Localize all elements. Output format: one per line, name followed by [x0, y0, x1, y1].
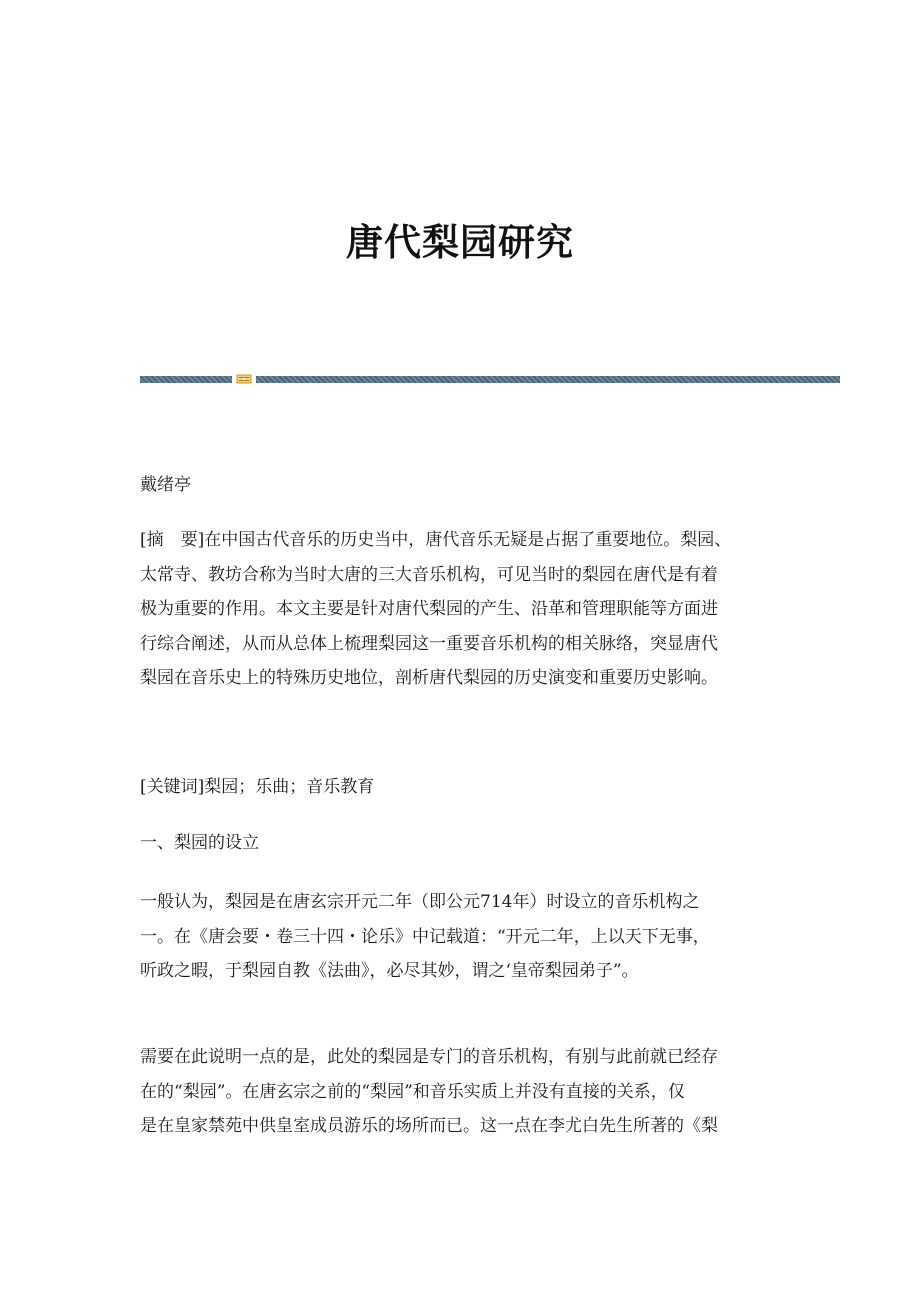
abstract-line: 太常寺、教坊合称为当时大唐的三大音乐机构，可见当时的梨园在唐代是有着 [140, 564, 718, 585]
paragraph-line: 是在皇家禁苑中供皇室成员游乐的场所而已。这一点在李尤白先生所著的《梨 [140, 1116, 718, 1136]
keywords-line: [关键词]梨园；乐曲；音乐教育 [140, 777, 375, 797]
body-paragraph-2 [140, 1040, 772, 1144]
paragraph-line: 听政之暇，于梨园自教《法曲》，必尽其妙，谓之‘皇帝梨园弟子”。 [140, 961, 639, 981]
paragraph-line: 一般认为，梨园是在唐玄宗开元二年（即公元714年）时设立的音乐机构之 [140, 892, 700, 912]
paper-title: 唐代梨园研究 [346, 220, 574, 264]
divider-bar-right [256, 376, 840, 383]
abstract-line: 梨园在音乐史上的特殊历史地位，剖析唐代梨园的历史演变和重要历史影响。 [140, 668, 718, 688]
divider-bar-left [140, 376, 232, 383]
paragraph-line: 需要在此说明一点的是，此处的梨园是专门的音乐机构，有别与此前就已经存 [140, 1047, 718, 1067]
author-name: 戴绪亭 [140, 475, 191, 495]
title-divider [140, 372, 840, 386]
divider-ornament-icon [236, 372, 252, 386]
section-heading: 一、梨园的设立 [140, 833, 259, 853]
abstract-paragraph [140, 523, 772, 696]
paragraph-line: 一。在《唐会要・卷三十四・论乐》中记载道：“开元二年，上以天下无事， [140, 926, 710, 947]
abstract-line: 行综合阐述，从而从总体上梳理梨园这一重要音乐机构的相关脉络，突显唐代 [140, 633, 718, 654]
abstract-line: [摘 要]在中国古代音乐的历史当中，唐代音乐无疑是占据了重要地位。梨园、 [140, 530, 732, 550]
body-paragraph-1 [140, 885, 772, 989]
abstract-line: 极为重要的作用。本文主要是针对唐代梨园的产生、沿革和管理职能等方面进 [140, 599, 718, 619]
paragraph-line: 在的“梨园”。在唐玄宗之前的“梨园”和音乐实质上并没有直接的关系，仅 [140, 1081, 685, 1102]
